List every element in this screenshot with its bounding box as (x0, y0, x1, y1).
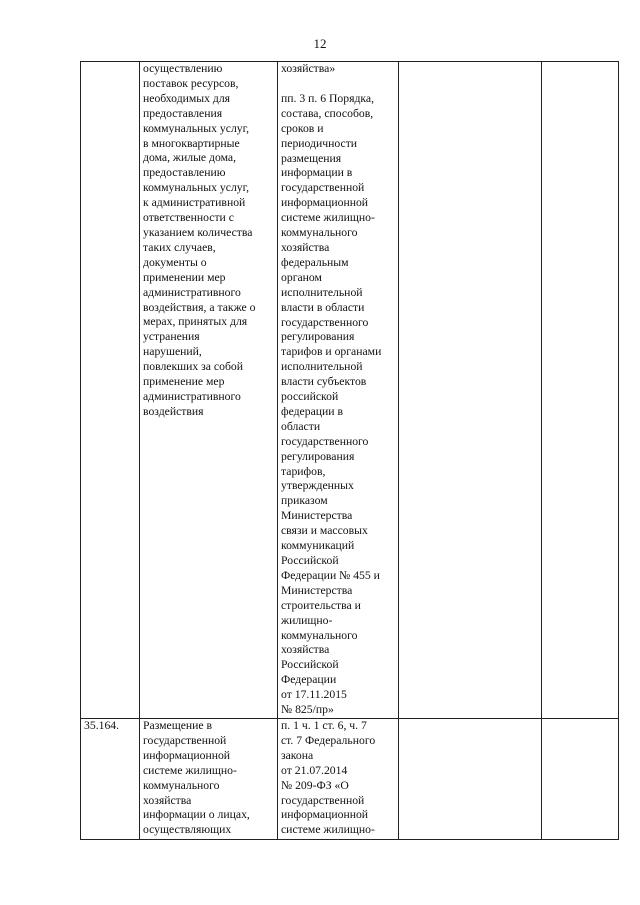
text-line: области (281, 419, 321, 433)
description-cell (140, 62, 278, 719)
empty-cell (399, 62, 542, 719)
text-line: в многоквартирные (143, 136, 240, 150)
table-row (81, 718, 619, 839)
text-line: исполнительной (281, 360, 363, 374)
text-line: Российской (281, 554, 339, 567)
empty-cell (542, 718, 619, 839)
text-line: коммунального (281, 628, 358, 642)
text-line: размещения (281, 151, 342, 165)
text-line: состава, способов, (281, 106, 374, 120)
text-line: к административной (143, 196, 246, 210)
text-line: регулирования (281, 330, 355, 344)
text-line: воздействия (143, 404, 204, 418)
text-line: нарушений, (143, 345, 202, 359)
text-line: от 17.11.2015 (281, 688, 347, 702)
text-line: мерах, принятых для (143, 315, 248, 329)
text-line: закона (281, 748, 314, 762)
text-line: приказом (281, 494, 328, 508)
text-line: тарифов, (281, 464, 326, 478)
text-line: сроков и (281, 121, 324, 135)
text-line: предоставлению (143, 166, 226, 180)
text-line: регулирования (281, 449, 355, 463)
text-line: повлекших за собой (143, 360, 243, 374)
text-line: связи и массовых (281, 524, 368, 538)
text-line: п. 1 ч. 1 ст. 6, ч. 7 (281, 718, 367, 732)
text-line: информационной (281, 196, 369, 210)
text-line: тарифов и органами (281, 345, 382, 359)
text-line: применение мер (143, 375, 225, 389)
text-line: применении мер (143, 270, 226, 284)
text-line: государственной (281, 793, 365, 807)
text-line: коммунальных услуг, (143, 181, 250, 195)
legal-basis-cell (278, 718, 399, 839)
text-line: воздействия, а также о (143, 300, 256, 314)
text-line: поставок ресурсов, (143, 76, 239, 90)
text-line: предоставления (143, 106, 223, 120)
text-line: федерации в (281, 404, 343, 418)
text-line: хозяйства (281, 643, 330, 657)
empty-cell (399, 718, 542, 839)
page-number: 12 (313, 36, 327, 51)
text-line: № 825/пр» (281, 703, 334, 717)
text-line: хозяйства (281, 240, 330, 254)
text-line: органом (281, 270, 322, 284)
text-line: Министерства (281, 583, 353, 597)
text-line: осуществляющих (143, 823, 232, 837)
text-line: документы о (143, 255, 207, 269)
text-line: коммуникаций (281, 539, 355, 553)
text-line: административного (143, 389, 241, 403)
text-line: информации о лицах, (143, 808, 250, 822)
text-line: Российской (281, 658, 339, 672)
text-line: периодичности (281, 136, 358, 150)
text-line: информационной (281, 808, 369, 822)
text-line: жилищно- (281, 613, 333, 627)
text-line: дома, жилые дома, (143, 151, 237, 165)
text-line: российской (281, 390, 339, 404)
text-line: системе жилищно- (143, 763, 237, 777)
text-line: № 209-ФЗ «О (281, 778, 349, 792)
legal-basis-cell (278, 62, 399, 719)
row-number-cell: 35.164. (81, 718, 140, 839)
row-number-cell (81, 62, 140, 719)
text-line: таких случаев, (143, 240, 216, 254)
description-cell (140, 718, 278, 839)
text-line: коммунального (143, 778, 220, 792)
text-line: пп. 3 п. 6 Порядка, (281, 91, 375, 105)
text-line: государственного (281, 315, 369, 329)
empty-cell (542, 62, 619, 719)
text-line: устранения (143, 330, 200, 344)
text-line: от 21.07.2014 (281, 763, 348, 777)
text-line: государственного (281, 434, 369, 448)
text-line: информации в (281, 166, 353, 180)
text-line: Федерации (281, 673, 337, 687)
text-line: осуществлению (143, 62, 223, 75)
text-line: информационной (143, 748, 231, 762)
text-line: системе жилищно- (281, 823, 375, 837)
text-line: утвержденных (281, 479, 354, 493)
text-line: государственной (281, 181, 365, 195)
text-line: коммунального (281, 226, 358, 240)
text-line: необходимых для (143, 91, 231, 105)
text-line: ст. 7 Федерального (281, 733, 376, 747)
text-line: хозяйства» (281, 62, 336, 75)
text-line: исполнительной (281, 285, 363, 299)
text-line: Федерации № 455 и (281, 568, 380, 582)
text-line: федеральным (281, 255, 349, 269)
text-line: власти в области (281, 300, 365, 314)
text-line: ответственности с (143, 211, 234, 225)
text-line: системе жилищно- (281, 211, 375, 225)
text-line: указанием количества (143, 225, 253, 239)
text-line: строительства и (281, 598, 361, 612)
text-line: коммунальных услуг, (143, 121, 250, 135)
text-line: хозяйства (143, 793, 192, 807)
table-row (81, 62, 619, 719)
text-line: власти субъектов (281, 375, 367, 389)
text-line: Размещение в (143, 718, 213, 732)
text-line: административного (143, 285, 241, 299)
text-line: государственной (143, 733, 227, 747)
regulation-table (80, 61, 619, 840)
text-line: Министерства (281, 509, 353, 523)
